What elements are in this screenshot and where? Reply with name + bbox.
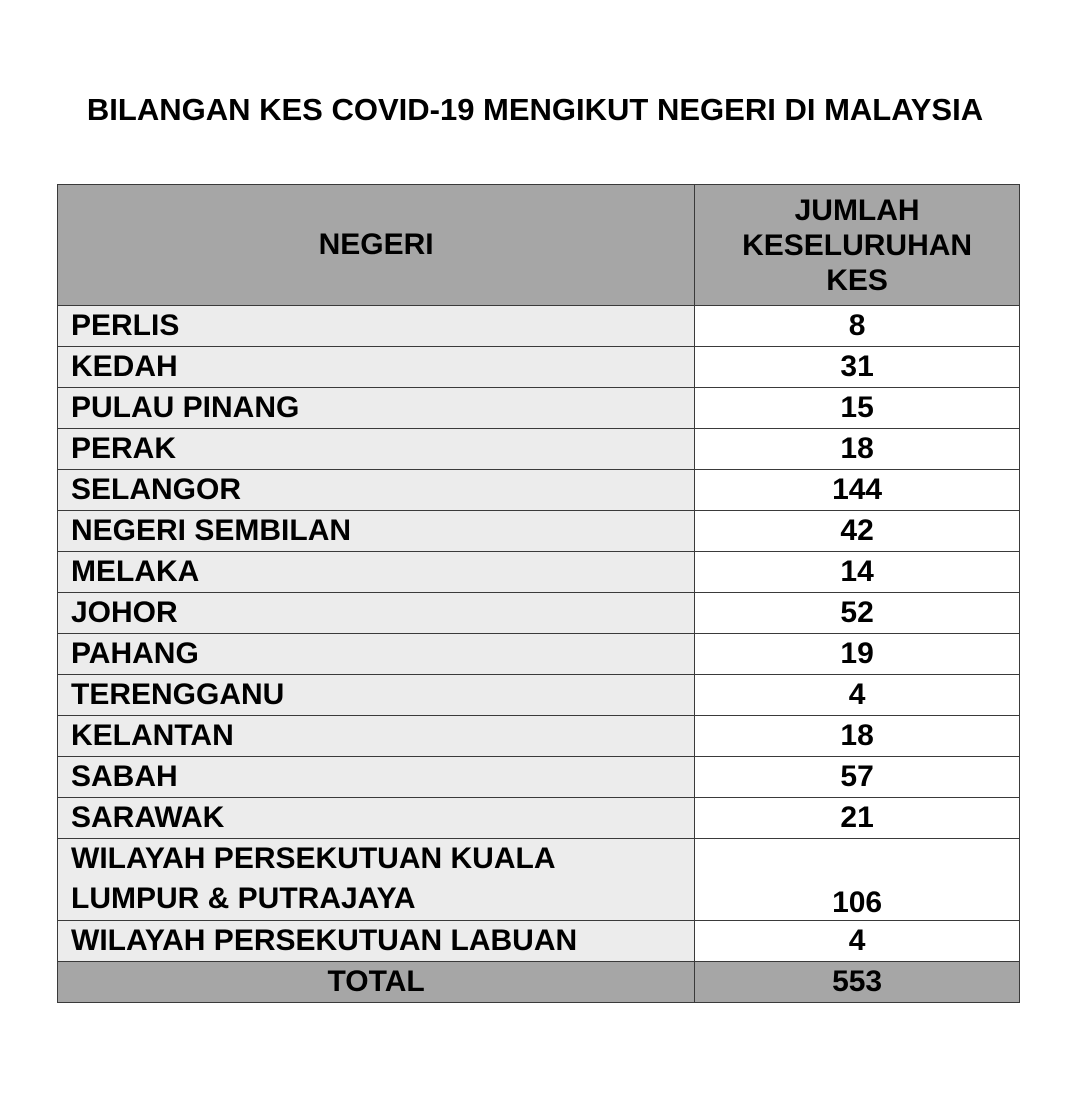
header-jumlah-keseluruhan-kes <box>695 185 1020 306</box>
state-name: KEDAH <box>58 347 695 388</box>
state-name-line2: LUMPUR & PUTRAJAYA <box>71 882 416 915</box>
table-row <box>58 921 1020 962</box>
table-row <box>58 429 1020 470</box>
case-count: 8 <box>695 306 1020 347</box>
table-row <box>58 757 1020 798</box>
table-row <box>58 306 1020 347</box>
total-label: TOTAL <box>58 962 695 1003</box>
state-name <box>58 839 695 921</box>
table-row <box>58 839 1020 921</box>
table-row <box>58 716 1020 757</box>
table-row <box>58 388 1020 429</box>
case-count: 19 <box>695 634 1020 675</box>
case-count: 18 <box>695 429 1020 470</box>
table-row <box>58 347 1020 388</box>
table-row <box>58 470 1020 511</box>
state-name: MELAKA <box>58 552 695 593</box>
case-count: 57 <box>695 757 1020 798</box>
case-count: 15 <box>695 388 1020 429</box>
header-jumlah-line3: KES <box>826 263 888 297</box>
case-count: 42 <box>695 511 1020 552</box>
table-row <box>58 593 1020 634</box>
table-header-row <box>58 185 1020 306</box>
case-count: 14 <box>695 552 1020 593</box>
state-name: KELANTAN <box>58 716 695 757</box>
case-count: 18 <box>695 716 1020 757</box>
state-name: WILAYAH PERSEKUTUAN LABUAN <box>58 921 695 962</box>
case-count: 21 <box>695 798 1020 839</box>
case-count: 144 <box>695 470 1020 511</box>
table-row <box>58 798 1020 839</box>
table-row <box>58 634 1020 675</box>
state-name: PERLIS <box>58 306 695 347</box>
header-negeri: NEGERI <box>58 185 695 306</box>
total-count: 553 <box>695 962 1020 1003</box>
state-name: SABAH <box>58 757 695 798</box>
table-row <box>58 552 1020 593</box>
case-count: 31 <box>695 347 1020 388</box>
state-name: PERAK <box>58 429 695 470</box>
state-name: SARAWAK <box>58 798 695 839</box>
header-jumlah-line1: JUMLAH <box>794 193 920 227</box>
case-count: 4 <box>695 921 1020 962</box>
state-name: JOHOR <box>58 593 695 634</box>
state-name: PAHANG <box>58 634 695 675</box>
page-title: BILANGAN KES COVID-19 MENGIKUT NEGERI DI MALAYSIA <box>86 92 984 127</box>
state-name: PULAU PINANG <box>58 388 695 429</box>
table-row <box>58 511 1020 552</box>
case-count: 52 <box>695 593 1020 634</box>
state-name: NEGERI SEMBILAN <box>58 511 695 552</box>
case-count: 4 <box>695 675 1020 716</box>
case-count: 106 <box>695 839 1020 921</box>
total-row <box>58 962 1020 1003</box>
state-name: TERENGGANU <box>58 675 695 716</box>
covid-cases-table <box>57 184 1020 1003</box>
state-name-line1: WILAYAH PERSEKUTUAN KUALA <box>71 842 556 875</box>
header-jumlah-line2: KESELURUHAN <box>742 228 973 262</box>
state-name: SELANGOR <box>58 470 695 511</box>
table-row <box>58 675 1020 716</box>
